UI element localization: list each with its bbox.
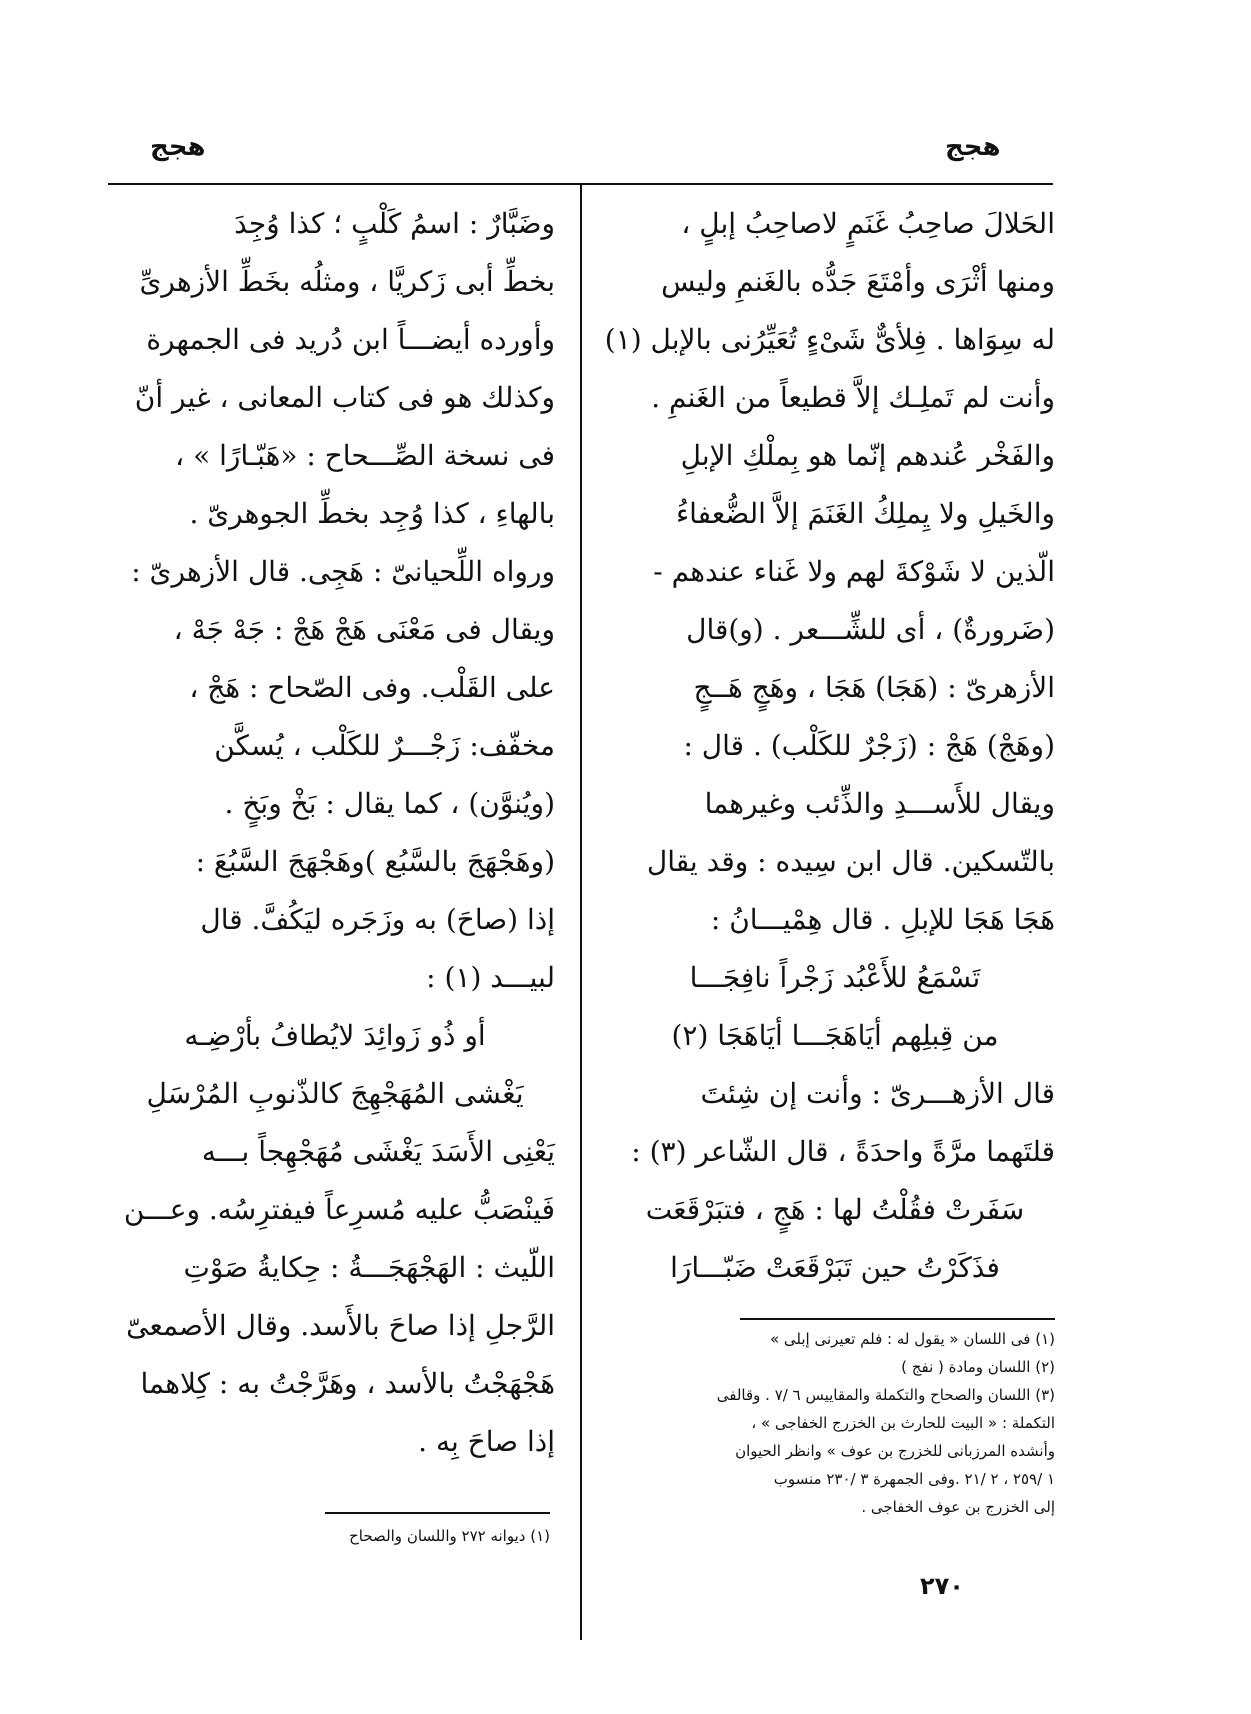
text-line: يَعْنِى الأَسَدَ يَغْشَى مُهَجْهِجاً بـــه [201,1135,555,1168]
text-line: اللّيث : الهَجْهَجَـــةُ : حِكايةُ صَوْتِ [183,1251,555,1284]
text-line: على القَلْب. وفى الصّحاح : هَجْ ، [189,671,555,704]
text-line: والفَخْر عُندهم إنّما هو بِملْكِ الإبلِ [680,439,1055,472]
text-line: ورواه اللِّحيانىّ : هَجِى. قال الأزهرىّ : [131,555,555,588]
footnote: ١ /٢٥٩ ، ٢ /٢١ .وفى الجمهرة ٣ /٢٣٠ منسوب [773,1470,1055,1488]
footnote: (١) ديوانه ٢٧٢ واللسان والصحاح [349,1527,550,1545]
text-line: الأزهرىّ : (هَجَا) هَجَا ، وهَجٍ هَــجٍ [693,671,1055,704]
text-line: وأنت لم تَملِـك إلاَّ قطيعاً من الغَنمِ . [651,381,1055,414]
text-line: الحَلالَ صاحِبُ غَنَمٍ لاصاحِبُ إبلٍ ، [681,207,1055,240]
column-divider [580,185,582,1640]
text-line: فَينْصَبُّ عليه مُسرِعاً فيفترِسُه. وعـــن [123,1193,555,1226]
footnote: (٣) اللسان والصحاح والتكملة والمقاييس ٦ /٧ . وقالفى [716,1386,1055,1404]
text-line: هَجَا هَجَا للإبلِ . قال هِمْيـــانُ : [710,903,1055,936]
right-column [604,195,1055,1297]
verse-line: أو ذُو زَوائِدَ لايُطافُ بأرْضِـه [184,1019,486,1052]
text-line: فى نسخة الصِّـــحاح : «هَبّـارًا » ، [175,439,555,472]
running-header-left: هجج [150,132,206,162]
text-line: بخطِّ أبى زَكريَّا ، ومثلُه بخَطِّ الأزهرىِّ [139,265,555,298]
text-line: وضَبَّارٌ : اسمُ كَلْبٍ ؛ كذا وُجِدَ [234,207,555,240]
footnotes-right [615,1325,1055,1521]
text-line: وكذلك هو فى كتاب المعانى ، غير أنّ [134,381,555,414]
footnotes-left [230,1522,550,1550]
left-column [115,195,555,1471]
text-line: بالهاءِ ، كذا وُجِد بخطِّ الجوهرىّ . [189,497,555,530]
running-header-right: هجج [945,132,1001,162]
text-line: إذا صاحَ بِه . [418,1425,555,1458]
verse-line: فذَكَرْتُ حين تَبَرْقَعَتْ ضَبّـــارَا [670,1251,1000,1284]
footnote: (١) فى اللسان « يقول له : فلم تعيرنى إبلى » [769,1330,1055,1348]
page-number: ٢٧٠ [920,1572,964,1600]
verse-line: يَغْشى المُهَجْهِجَ كالذّنوبِ المُرْسَلِ [146,1077,524,1110]
text-line: الّذين لا شَوْكةَ لهم ولا غَناء عندهم - [653,555,1055,588]
footnote: (٢) اللسان ومادة ( نفج ) [901,1358,1055,1376]
footnote-rule-right [740,1318,1055,1320]
text-line: (وهَجْ) هَجْ : (زَجْرٌ للكَلْب) . قال : [683,729,1055,762]
text-line: مخفّف: زَجْـــرٌ للكَلْب ، يُسكَّن [214,729,555,762]
text-line: وأورده أيضـــاً ابن دُريد فى الجمهرة [146,323,555,356]
verse-line: سَفَرتْ فقُلْتُ لها : هَجٍ ، فتبَرْقَعَت [645,1193,1025,1226]
text-line: بالتّسكين. قال ابن سِيده : وقد يقال [646,845,1055,878]
text-line: لبيـــد (١) : [426,961,555,994]
footnote: التكملة : « البيت للحارث بن الخزرج الخفاجى » ، [751,1414,1055,1432]
text-line: (ويُنوَّن) ، كما يقال : بَخْ وبَخٍ . [224,787,555,820]
text-line: ويقال فى مَعْنَى هَجْ هَجْ : جَهْ جَهْ ، [173,613,555,646]
footnote-rule-left [325,1512,550,1514]
text-line: (وهَجْهَجَ بالسَّبُع )وهَجْهَجَ السَّبُعَ : [195,845,555,878]
verse-line: تَسْمَعُ للأَعْبُد زَجْراً نافِجَـــا [689,961,981,994]
text-line: له سِوَاها . فِلأىٌّ شَىْءٍ تُعَيِّرُنى بالإبل (١) [604,323,1055,356]
text-line: ويقال للأَســـدِ والذِّئب وغيرهما [704,787,1055,820]
text-line: والخَيلِ ولا يِملِكُ الغَنَمَ إلاَّ الضُّعفاءُ [675,497,1055,530]
verse-line: من قِبلِهم أيَاهَجَـــا أيَاهَجَا (٢) [671,1019,999,1052]
text-line: إذا (صاحَ) به وزَجَره ليَكُفَّ. قال [200,903,555,936]
text-line: قال الأزهـــرىّ : وأنت إن شِئتَ [700,1077,1055,1110]
footnote: إلى الخزرج بن عوف الخفاجى . [861,1498,1055,1516]
footnote: وأنشده المرزبانى للخزرج بن عوف » وانظر الحيوان [735,1442,1055,1460]
text-line: قلتَهما مرَّةً واحدَةً ، قال الشّاعر (٣) : [631,1135,1055,1168]
text-line: ومنها أثْرَى وأمْتَعَ جَدُّه بالغَنمِ وليس [661,265,1055,298]
text-line: (ضَرورةٌ) ، أى للشِّـــعر . (و)قال [686,613,1055,646]
text-line: هَجْهَجْتُ بالأسد ، وهَرَّجْتُ به : كِلاهما [140,1367,555,1400]
text-line: الرَّجلِ إذا صاحَ بالأَسد. وقال الأصمعىّ [126,1309,555,1342]
